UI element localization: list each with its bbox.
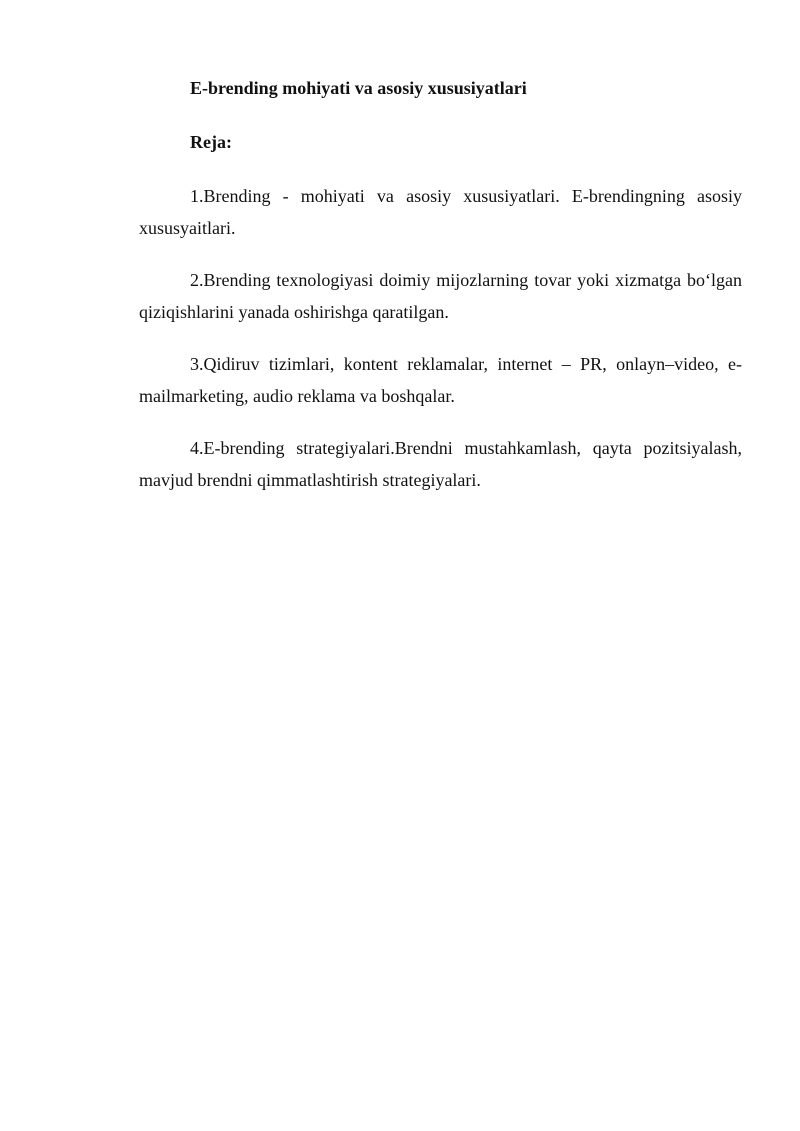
plan-item-4: 4.E-brending strategiyalari.Brendni mustahkamlash, qayta pozitsiyalash, mavjud brendni qimmatlashtirish strategiyalari. bbox=[139, 438, 742, 490]
document-body bbox=[139, 74, 742, 516]
plan-item-3: 3.Qidiruv tizimlari, kontent reklamalar, internet – PR, onlayn–video, e-mailmarketing, audio reklama va boshqalar. bbox=[139, 354, 742, 406]
plan-item-2: 2.Brending texnologiyasi doimiy mijozlarning tovar yoki xizmatga bo‘lgan qiziqishlarini yanada oshirishga qaratilgan. bbox=[139, 270, 742, 322]
plan-item-1: 1.Brending - mohiyati va asosiy xususiyatlari. E-brendingning asosiy xususyaitlari. bbox=[139, 186, 742, 238]
document-title: E-brending mohiyati va asosiy xususiyatlari bbox=[190, 78, 527, 98]
plan-label: Reja: bbox=[190, 132, 232, 152]
